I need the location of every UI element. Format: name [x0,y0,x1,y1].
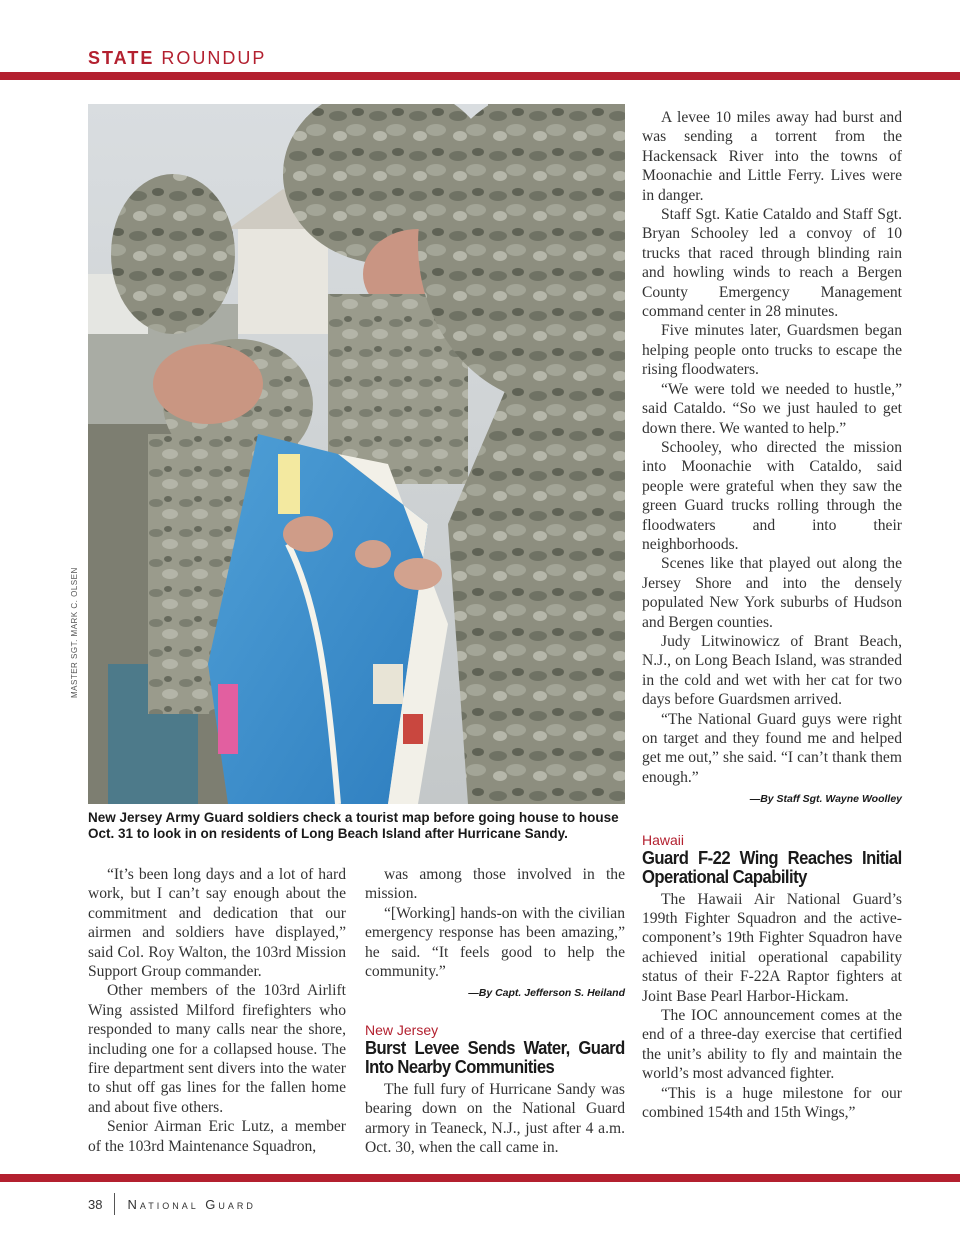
paragraph: The Hawaii Air National Guard’s 199th Fighter Squadron and the active-component’s 19th Fighter Squadron have achieved initial operational capability status of their F-22A Raptor fighters at Joint Base Pearl Harbor-Hickam. [642,890,902,1005]
section-header-bold: STATE [88,48,155,68]
section-header-light: ROUNDUP [161,48,267,68]
magazine-name: National Guard [127,1196,256,1212]
column-3 [642,108,902,1123]
byline: —By Capt. Jefferson S. Heiland [468,987,625,1000]
paragraph: Senior Airman Eric Lutz, a member of the 103rd Maintenance Squadron, [88,1118,346,1155]
paragraph: A levee 10 miles away had burst and was sending a torrent from the Hackensack River into the towns of Moonachie and Little Ferry. Lives were in danger. [642,109,902,204]
paragraph: Judy Litwinowicz of Brant Beach, N.J., on Long Beach Island, was stranded in the cold and wet with her cat for two days before Guardsmen arrived. [642,632,902,709]
paragraph: was among those involved in the mission. [365,866,625,903]
photo-caption: New Jersey Army Guard soldiers check a tourist map before going house to house Oct. 31 to look in on residents of Long Beach Island after Hurricane Sandy. [88,810,619,841]
paragraph: The IOC announcement comes at the end of a three-day exercise that certified the unit’s ability to fly and maintain the world’s most advanced fighter. [642,1007,902,1083]
paragraph: Other members of the 103rd Airlift Wing assisted Milford firefighters who responded to many calls near the shore, including one for a collapsed house. The fire department sent divers into the water to shut off gas lines for the fallen home and about five others. [88,982,346,1116]
paragraph: “The National Guard guys were right on target and they found me and helped get me out,” she said. “I can’t thank them enough.” [642,710,902,786]
paragraph: Five minutes later, Guardsmen began helping people onto trucks to escape the rising floodwaters. [642,322,902,379]
section-header [88,48,266,69]
page-footer [88,1193,256,1215]
footer-divider [114,1193,115,1215]
story-kicker: Hawaii [642,831,685,848]
bottom-rule [0,1174,960,1182]
byline: —By Staff Sgt. Wayne Woolley [749,793,902,806]
column-2 [365,865,625,1157]
page-number: 38 [88,1196,103,1212]
paragraph: The full fury of Hurricane Sandy was bearing down on the National Guard armory in Teaneck, N.J., just after 4 a.m. Oct. 30, when the call came in. [365,1080,625,1157]
paragraph: Schooley, who directed the mission into Moonachie with Cataldo, said people were grateful when they saw the green Guard trucks rolling through the floodwaters and into their neighborhoods. [642,438,902,553]
paragraph: Staff Sgt. Katie Cataldo and Staff Sgt. Bryan Schooley led a convoy of 10 trucks that raced through blinding rain and howling winds to reach a Bergen County Emergency Management command center in 28 minutes. [642,206,902,321]
column-1 [88,865,346,1156]
top-rule [0,72,960,80]
story-headline: Burst Levee Sends Water, Guard Into Nearby Communities [365,1036,625,1077]
soldiers-map-photo [88,104,625,804]
story-headline: Guard F-22 Wing Reaches Initial Operational Capability [642,846,902,887]
paragraph: “[Working] hands-on with the civilian emergency response has been amazing,” he said. “It feels good to help the community.” [365,904,625,981]
paragraph: “This is a huge milestone for our combined 154th and 15th Wings,” [642,1084,902,1122]
paragraph: Scenes like that played out along the Jersey Shore and into the densely populated New York suburbs of Hudson and Bergen counties. [642,555,902,631]
paragraph: “It’s been long days and a lot of hard work, but I can’t say enough about the commitment and dedication that our airmen and soldiers have displayed,” said Col. Roy Walton, the 103rd Mission Support Group commander. [88,866,346,981]
paragraph: “We were told we needed to hustle,” said Cataldo. “So we just hauled to get down there. We wanted to help.” [642,380,902,437]
story-kicker: New Jersey [365,1021,439,1038]
photo-credit: MASTER SGT. MARK C. OLSEN [70,567,79,698]
